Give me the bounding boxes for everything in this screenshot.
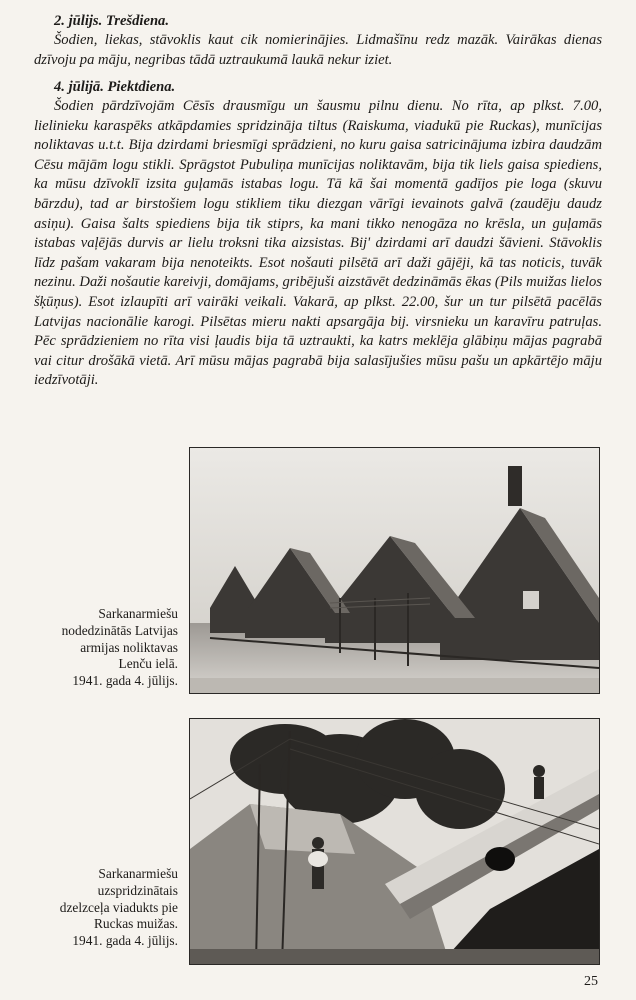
entry-title: 2. jūlijs. Trešdiena. [54,13,170,29]
entry-title: 4. jūlijā. Piektdiena. [54,79,176,95]
viaduct-photo-image [190,719,599,964]
page-number: 25 [584,974,598,989]
photo-caption: Sarkanarmiešu nodedzinātās Latvijas armijas noliktavas Lenču ielā. 1941. gada 4. jūlijs. [61,606,178,689]
entry-body: Šodien, liekas, stāvoklis kaut cik nomierinājies. Lidmašīnu redz mazāk. Vairākas dienas dzīvoju pa māju, negribas tādā uztraukumā laukā nekur iziet. [34,32,602,68]
photo-burned-warehouses [189,447,600,694]
warehouses-photo-image [190,448,599,693]
photo-caption: Sarkanarmiešu uzspridzinātais dzelzceļa viadukts pie Ruckas muižas. 1941. gada 4. jūlijs. [59,866,178,949]
entry-body: Šodien pārdzīvojām Cēsīs drausmīgu un šausmu pilnu dienu. No rīta, ap plkst. 7.00, lielinieku karaspēks atkāpdamies spridzināja tiltus (Raiskuma, viadukū pie Ruckas), munīcijas noliktavas u.t.t. Bija dzirdami briesmīgi sprādzieni, no kuru gaisa satricinājuma izbira daudzām Cēsu mājām logu stikli. Sprāgstot Pubuliņa munīcijas noliktavām, bija tik liels gaisa spiediens, ka mūsu dzīvoklī izsita guļamās istabas logu. Tā kā šai momentā gadījos pie loga (skuvu bārzdu), tad ar birstošiem logu stikliem tiku diezgan vārīgi ievainots galvā (zaudēju daudz asiņu). Gaisa šalts spiediens bija tik stiprs, ka mani tikko nenogāza no krēsla, un guļamās istabas vaļējās durvis ar lielu troksni tika aizsistas. Bij' dzirdami arī daudzi šāvieni. Stāvoklis līdz pašam vakaram bija nenoteikts. Esot nošauti pilsētā arī daži gājēji, kā tas noticis, tuvāk nezinu. Daži nošautie kareivji, domājams, gribējuši aizstāvēt dedzināmās ēkas (Pils muižas lielos šķūņus). Esot izlaupīti arī vairāki veikali. Vakarā, ap plkst. 22.00, šur un tur pilsētā pacēlās Latvijas nacionālie karogi. Pilsētas mieru nakti apsargāja bij. virsnieku un karavīru patruļas. Pēc sprādzieniem no rīta visi ļaudis bija tā uztraukti, ka katrs meklēja glābiņu mājas pagrabā vai citur drošākā vietā. Arī mūsu mājas pagrabā bija salasījušies mūsu pašu un apkārtējo māju iedzīvotāji. [34,98,602,389]
diary-entry-july-2 [34,12,602,70]
photo-destroyed-viaduct [189,718,600,965]
diary-entry-july-4 [34,78,602,391]
